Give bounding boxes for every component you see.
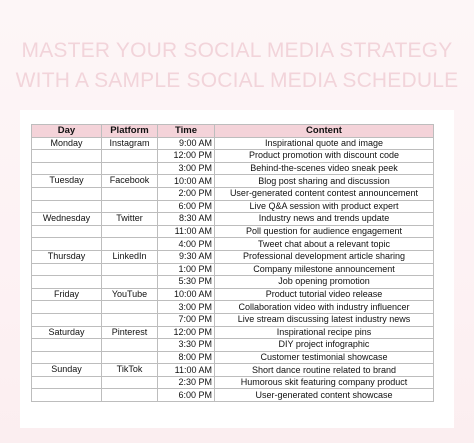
cell-platform: Pinterest [102,326,158,339]
cell-content: Inspirational quote and image [215,137,434,150]
cell-day: Friday [32,288,102,301]
cell-time: 7:00 PM [158,313,215,326]
cell-time: 3:30 PM [158,339,215,352]
cell-time: 5:30 PM [158,276,215,289]
cell-time: 6:00 PM [158,389,215,402]
schedule-body [32,137,434,401]
cell-platform [102,351,158,364]
cell-day: Monday [32,137,102,150]
table-row [32,364,434,377]
cell-platform: Instagram [102,137,158,150]
cell-day [32,225,102,238]
column-header-content: Content [215,125,434,138]
cell-platform [102,200,158,213]
cell-content: Company milestone announcement [215,263,434,276]
cell-content: DIY project infographic [215,339,434,352]
cell-day [32,351,102,364]
cell-content: Live Q&A session with product expert [215,200,434,213]
cell-platform: LinkedIn [102,250,158,263]
table-row [32,351,434,364]
cell-day [32,263,102,276]
cell-content: Inspirational recipe pins [215,326,434,339]
table-row [32,389,434,402]
table-row [32,238,434,251]
cell-day [32,339,102,352]
cell-platform: Facebook [102,175,158,188]
title-line-2: WITH A SAMPLE SOCIAL MEDIA SCHEDULE [15,69,459,92]
cell-time: 10:00 AM [158,288,215,301]
cell-content: User-generated content contest announcement [215,187,434,200]
cell-day [32,200,102,213]
cell-time: 2:30 PM [158,376,215,389]
cell-day: Wednesday [32,213,102,226]
cell-content: Short dance routine related to brand [215,364,434,377]
column-header-platform: Platform [102,125,158,138]
cell-day [32,276,102,289]
title-line-1: MASTER YOUR SOCIAL MEDIA STRATEGY [21,39,453,62]
cell-time: 9:00 AM [158,137,215,150]
cell-time: 8:00 PM [158,351,215,364]
cell-day [32,376,102,389]
cell-content: Tweet chat about a relevant topic [215,238,434,251]
table-row [32,225,434,238]
cell-time: 11:00 AM [158,225,215,238]
cell-time: 11:00 AM [158,364,215,377]
cell-platform [102,313,158,326]
cell-day [32,150,102,163]
cell-content: Live stream discussing latest industry news [215,313,434,326]
cell-content: Industry news and trends update [215,213,434,226]
table-row [32,288,434,301]
cell-platform [102,263,158,276]
cell-content: Blog post sharing and discussion [215,175,434,188]
table-row [32,150,434,163]
cell-time: 2:00 PM [158,187,215,200]
table-row [32,213,434,226]
cell-time: 12:00 PM [158,326,215,339]
cell-day: Tuesday [32,175,102,188]
cell-content: Job opening promotion [215,276,434,289]
table-row [32,301,434,314]
column-header-day: Day [32,125,102,138]
cell-platform: TikTok [102,364,158,377]
cell-day [32,389,102,402]
table-row [32,137,434,150]
cell-content: User-generated content showcase [215,389,434,402]
cell-time: 9:30 AM [158,250,215,263]
header-row [32,125,434,138]
cell-platform [102,339,158,352]
cell-platform [102,301,158,314]
cell-time: 6:00 PM [158,200,215,213]
cell-content: Poll question for audience engagement [215,225,434,238]
cell-day [32,301,102,314]
cell-day [32,162,102,175]
cell-platform: Twitter [102,213,158,226]
cell-content: Customer testimonial showcase [215,351,434,364]
page-title [0,36,474,96]
cell-platform [102,276,158,289]
table-row [32,250,434,263]
cell-time: 4:00 PM [158,238,215,251]
cell-platform [102,389,158,402]
cell-platform [102,225,158,238]
schedule-table [31,124,434,402]
cell-day [32,238,102,251]
cell-content: Humorous skit featuring company product [215,376,434,389]
cell-time: 10:00 AM [158,175,215,188]
cell-platform [102,238,158,251]
cell-content: Product promotion with discount code [215,150,434,163]
table-row [32,162,434,175]
column-header-time: Time [158,125,215,138]
cell-platform: YouTube [102,288,158,301]
cell-content: Professional development article sharing [215,250,434,263]
table-row [32,339,434,352]
cell-time: 8:30 AM [158,213,215,226]
cell-platform [102,187,158,200]
table-row [32,263,434,276]
table-row [32,187,434,200]
table-row [32,326,434,339]
cell-platform [102,162,158,175]
cell-day: Saturday [32,326,102,339]
table-row [32,376,434,389]
cell-day [32,313,102,326]
cell-time: 1:00 PM [158,263,215,276]
cell-day [32,187,102,200]
cell-day: Sunday [32,364,102,377]
cell-time: 3:00 PM [158,162,215,175]
table-row [32,276,434,289]
table-row [32,200,434,213]
cell-time: 3:00 PM [158,301,215,314]
cell-platform [102,150,158,163]
cell-time: 12:00 PM [158,150,215,163]
cell-content: Behind-the-scenes video sneak peek [215,162,434,175]
cell-platform [102,376,158,389]
cell-day: Thursday [32,250,102,263]
table-row [32,313,434,326]
table-row [32,175,434,188]
cell-content: Product tutorial video release [215,288,434,301]
cell-content: Collaboration video with industry influencer [215,301,434,314]
